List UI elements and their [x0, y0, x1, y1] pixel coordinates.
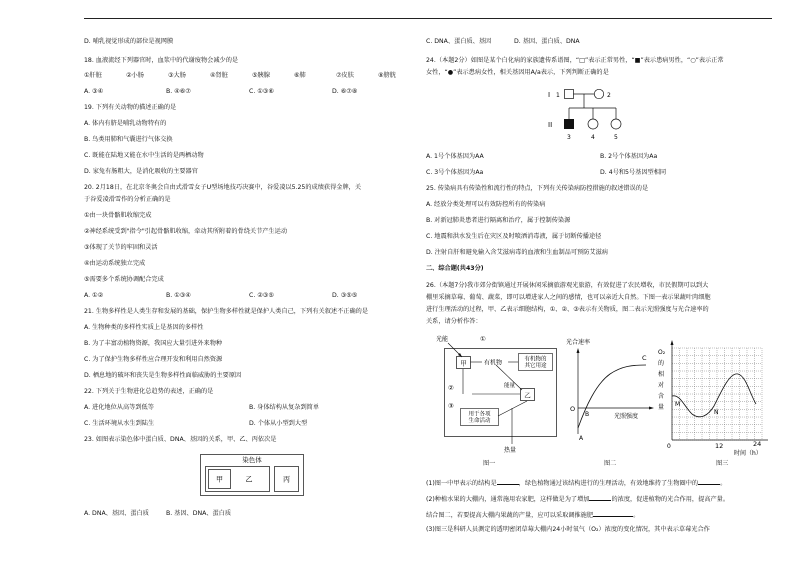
- fig3-xlabel: 时间（h）: [734, 450, 762, 457]
- a2-text-c: 结合图二，若要提高大棚内果蔬的产量，应可以采取调推施肥: [426, 512, 594, 519]
- q20-choices: [84, 292, 414, 300]
- yi-to-life-arrow: [498, 401, 527, 416]
- q26-para-line2: 棚里采摘草莓、葡萄、蔬菜，即可以增进家人之间的感情，也可以亲近大自然。下图一表示果蔬叶肉细胞: [426, 294, 711, 301]
- fig3-tick-12: 12: [715, 442, 724, 450]
- label-energy: 能量: [504, 383, 516, 389]
- q24-stem-line2: 女性，“●”表示患病女性，相关基因用A/a表示，下列判断正确的是: [426, 69, 609, 76]
- label-jia: 甲: [460, 359, 467, 368]
- fig2-point-o: O: [570, 405, 576, 413]
- fig3-ylabel-char: 对: [658, 382, 665, 389]
- num-4: 4: [591, 134, 595, 141]
- q26-answer-2: [426, 494, 729, 503]
- q18-item: ②小肠: [126, 72, 144, 79]
- fig2-point-c: C: [642, 354, 647, 362]
- q25-option-c: C. 地震和洪水发生后在灾区及时喷洒消毒液，属于切断传播途径: [426, 233, 602, 240]
- q18-item: ①肝脏: [84, 72, 102, 79]
- q18-item: ④肾脏: [210, 72, 228, 79]
- section-heading: 二、综合题(共43分): [426, 265, 484, 272]
- answer-blank[interactable]: [497, 478, 519, 485]
- q25-option-b: B. 对新冠肺炎患者进行隔离和治疗，属于控制传染源: [426, 217, 571, 224]
- q26-figure-2-light-curve: [566, 336, 656, 446]
- fig2-ylabel: 光合速率: [566, 339, 591, 346]
- q20-stem-line1: 20. 2月18日，在北京冬奥会自由式滑雪女子U型场地技巧决赛中，谷爱凌以5.25的成绩获得金牌，关: [84, 184, 362, 191]
- q19-stem: 19. 下列有关动物的描述正确的是: [84, 104, 177, 111]
- q18-item: ③大肠: [168, 72, 186, 79]
- num-5: 5: [614, 134, 618, 141]
- a1-text: (1)图一中甲表示的结构是: [426, 480, 497, 487]
- individual-3-affected-male: [564, 119, 574, 129]
- fig2-x-arrowhead: [649, 407, 654, 410]
- q23-chromosome-figure: [200, 454, 304, 496]
- q26-figure-3-oxygen-curve: [658, 334, 772, 458]
- fig3-point-n: N: [714, 409, 719, 416]
- q22-option-b: B. 身体结构从复杂到简单: [249, 404, 320, 411]
- q24-option-c: C. 3号个体基因为Aa: [426, 169, 484, 176]
- label-jia: 甲: [216, 475, 223, 484]
- q18-choice-d: D. ⑥⑦⑧: [332, 88, 358, 95]
- q18-choice-a: A. ③④: [84, 88, 104, 95]
- q19-option-d: D. 家兔有肠粗大，是消化吸收的主要器官: [84, 168, 198, 175]
- num-1: 1: [556, 92, 560, 99]
- q18-choice-b: B. ④⑥⑦: [166, 88, 191, 95]
- label-yi: 乙: [524, 391, 531, 400]
- q26-para-line4: 关系，请分析作答：: [426, 318, 482, 325]
- individual-2-female: [594, 89, 603, 98]
- fig3-tick-0: 0: [667, 443, 671, 450]
- a1-text-c: 。: [720, 480, 727, 487]
- q22-stem: 22. 下列关于生物进化总趋势的表述，正确的是: [84, 388, 214, 395]
- fig3-ylabel-char: 的: [658, 360, 665, 367]
- q23-choice-d: D. 基因、蛋白质、DNA: [514, 38, 580, 45]
- q26-answer-3: (3)图三是科研人员测定的透明密闭草莓大棚内24小时氧气（O₂）浓度的变化情况，其中表示草莓光合作: [426, 526, 710, 533]
- q19-option-a: A. 体内有脐是哺乳动物特有的: [84, 120, 167, 127]
- a1-text-b: ，绿色植物通过该结构进行的生理活动，有效地维持了生物圈中的: [518, 480, 699, 487]
- q17-option-d: D. 哺乳视觉形成的部位是视网膜: [84, 38, 174, 45]
- num-2: 2: [607, 92, 611, 99]
- q25-option-d: D. 注射自肝和避免输入含艾滋病毒的血液和生血制品可预防艾滋病: [426, 249, 608, 256]
- q22-choices-row1: [84, 404, 414, 412]
- q21-option-c: C. 为了保护生物多样性应合理开发和利用自然资源: [84, 356, 223, 363]
- q24-choices-row1: [426, 153, 772, 161]
- num-3: 3: [567, 134, 571, 141]
- q18-stem: 18. 血液流经下列器官时，血浆中的代谢废物会减少的是: [84, 57, 239, 64]
- q20-item-5: ⑤需要多个系统协调配合完成: [84, 276, 164, 283]
- q22-option-d: D. 个体从小型到大型: [249, 420, 308, 427]
- q23-choice-b: B. 基因、DNA、蛋白质: [166, 510, 232, 517]
- q25-stem: 25. 传染病具有传染性和流行性的特点，下列有关传染病防控措施的叙述错误的是: [426, 185, 649, 192]
- q22-option-c: C. 生活环境从水生到陆生: [84, 420, 155, 427]
- fig3-ylabel: [658, 349, 666, 411]
- q26-answer-2-cont: [426, 510, 639, 519]
- q21-stem: 21. 生物多样性是人类生存和发展的基础，保护生物多样性就是保护人类自己，下列有关叙述不正确的是: [84, 308, 369, 315]
- a2-text-d: 。: [633, 512, 640, 519]
- circle-1-top: ①: [480, 335, 486, 343]
- q24-choices-row2: [426, 169, 772, 177]
- q24-option-d: D. 4号和5号基因型相同: [600, 169, 667, 176]
- q24-pedigree-figure: [546, 84, 656, 144]
- q18-choices: [84, 88, 414, 96]
- q26-answer-1: [426, 478, 726, 487]
- fig3-y-arrowhead: [671, 340, 674, 345]
- q21-option-a: A. 生物种类的多样性实质上是基因的多样性: [84, 324, 204, 331]
- q26-para-line3: 进行生理活动的过程，甲、乙表示细胞结构，①、②、③表示有关物质，图二表示光照强度与光合速率的: [426, 306, 709, 313]
- individual-5-female: [611, 119, 621, 129]
- q20-choice-d: D. ③⑤⑤: [332, 292, 358, 299]
- q21-option-b: B. 为了丰富动植物资源，我国应大量引进外来物种: [84, 340, 223, 347]
- label-organic-matter: 有机物: [484, 359, 503, 367]
- q23-choices-cd: [426, 38, 772, 46]
- q23-stem: 23. 如图表示染色体中蛋白质、DNA、基因的关系，甲、乙、丙依次是: [84, 436, 277, 443]
- label-organic-other-1: 有机物的: [524, 356, 547, 363]
- q18-choice-c: C. ①③⑥: [249, 88, 274, 95]
- q19-option-b: B. 鸟类用肺和气囊进行气体交换: [84, 136, 173, 143]
- q24-option-b: B. 2号个体基因为Aa: [600, 153, 658, 160]
- q19-option-c: C. 既能在陆地又能在水中生活的是两栖动物: [84, 152, 204, 159]
- q20-item-3: ③体现了关节的牢固和灵活: [84, 244, 158, 251]
- label-bing: 丙: [283, 475, 290, 484]
- q22-option-a: A. 进化地位从高等到低等: [84, 404, 154, 411]
- q23-choice-a: A. DNA、基因、蛋白质: [84, 510, 149, 517]
- q20-choice-a: A. ①②: [84, 292, 104, 299]
- generation-i-label: I: [548, 91, 551, 99]
- fig3-ylabel-char: 相: [658, 371, 665, 378]
- q26-para-line1: 26.（本题7分)我市郊分街镇通过开展休闲采摘旅游观光旅游，有效促进了农民增收，市民假期可以到大: [426, 282, 709, 289]
- q24-stem-line1: 24.（本题2分）如图是某个白化病的家族遗传系谱图，“□”表示正常男性，“■”表示患病男性，“○”表示正常: [426, 57, 724, 64]
- q18-item: ⑥肺: [294, 72, 306, 79]
- fig2-point-b: B: [585, 411, 590, 418]
- label-use-1: 用于各项: [468, 411, 491, 418]
- q23-choice-c: C. DNA、蛋白质、基因: [426, 38, 492, 45]
- q20-stem-line2: 于谷爱凌滑雪作的分析正确的是: [84, 196, 171, 203]
- label-use-2: 生命活动: [468, 418, 491, 424]
- a2-text-b: 的浓度，促进植物的光合作用，提高产量。: [611, 496, 730, 503]
- individual-1-male: [565, 90, 574, 99]
- fig2-y-arrowhead: [577, 348, 580, 353]
- fig3-point-m: M: [675, 401, 681, 408]
- q20-item-4: ④由运动系统独立完成: [84, 260, 146, 267]
- q18-options: [84, 72, 414, 80]
- circle-2: ②: [448, 384, 454, 392]
- label-organic-other-2: 其它用途: [524, 363, 547, 369]
- label-yi: 乙: [245, 475, 253, 484]
- fig2-xlabel: 光照强度: [614, 413, 639, 420]
- circle-3: ③: [448, 402, 454, 410]
- individual-4-female: [588, 119, 598, 129]
- answer-blank[interactable]: [593, 510, 633, 517]
- answer-blank[interactable]: [698, 478, 720, 485]
- fig3-grid: [672, 348, 762, 440]
- figure-1-caption: 图一: [483, 460, 496, 467]
- q18-item: ⑦皮肤: [336, 72, 354, 79]
- fig3-ylabel-char: 量: [658, 404, 665, 411]
- chromosome-title: 染色体: [242, 456, 262, 464]
- fig3-ylabel-char: 含: [658, 393, 665, 400]
- q20-item-2: ②神经系统受到"指令"引起骨骼肌收缩，牵动其所附着的骨绕关节产生运动: [84, 228, 288, 235]
- figure-2-caption: 图二: [604, 460, 617, 467]
- figure-3-caption: 图三: [716, 460, 729, 467]
- header-rule: [84, 18, 772, 19]
- label-heat: 热量: [504, 447, 517, 454]
- fig2-point-a: A: [579, 435, 584, 442]
- q24-option-a: A. 1号个体基因为AA: [426, 153, 484, 160]
- q25-option-a: A. 经放分类处理可以有效防控所有的传染病: [426, 201, 546, 208]
- q26-figure-1-cell-process: [432, 332, 564, 456]
- fig3-tick-24: 24: [753, 440, 762, 448]
- q20-choice-b: B. ①③④: [166, 292, 191, 299]
- q23-choices: [84, 510, 414, 518]
- q20-choice-c: C. ②③⑤: [249, 292, 274, 299]
- label-light-energy: 光能: [436, 336, 449, 343]
- q18-item: ⑤胰腺: [252, 72, 270, 79]
- answer-blank[interactable]: [589, 494, 611, 501]
- q22-choices-row2: [84, 420, 414, 428]
- generation-ii-label: II: [548, 121, 553, 129]
- q18-item: ⑧膀胱: [378, 72, 396, 79]
- q21-option-d: D. 栖息地的破坏和丧失是生物多样性面临威胁的主要原因: [84, 372, 242, 379]
- fig3-ylabel-char: O₂: [658, 349, 666, 356]
- q20-item-1: ①由一块骨骼肌收缩完成: [84, 212, 152, 219]
- a2-text: (2)种植水果的大棚内，通常施用农家肥，这样做是为了增加: [426, 496, 590, 503]
